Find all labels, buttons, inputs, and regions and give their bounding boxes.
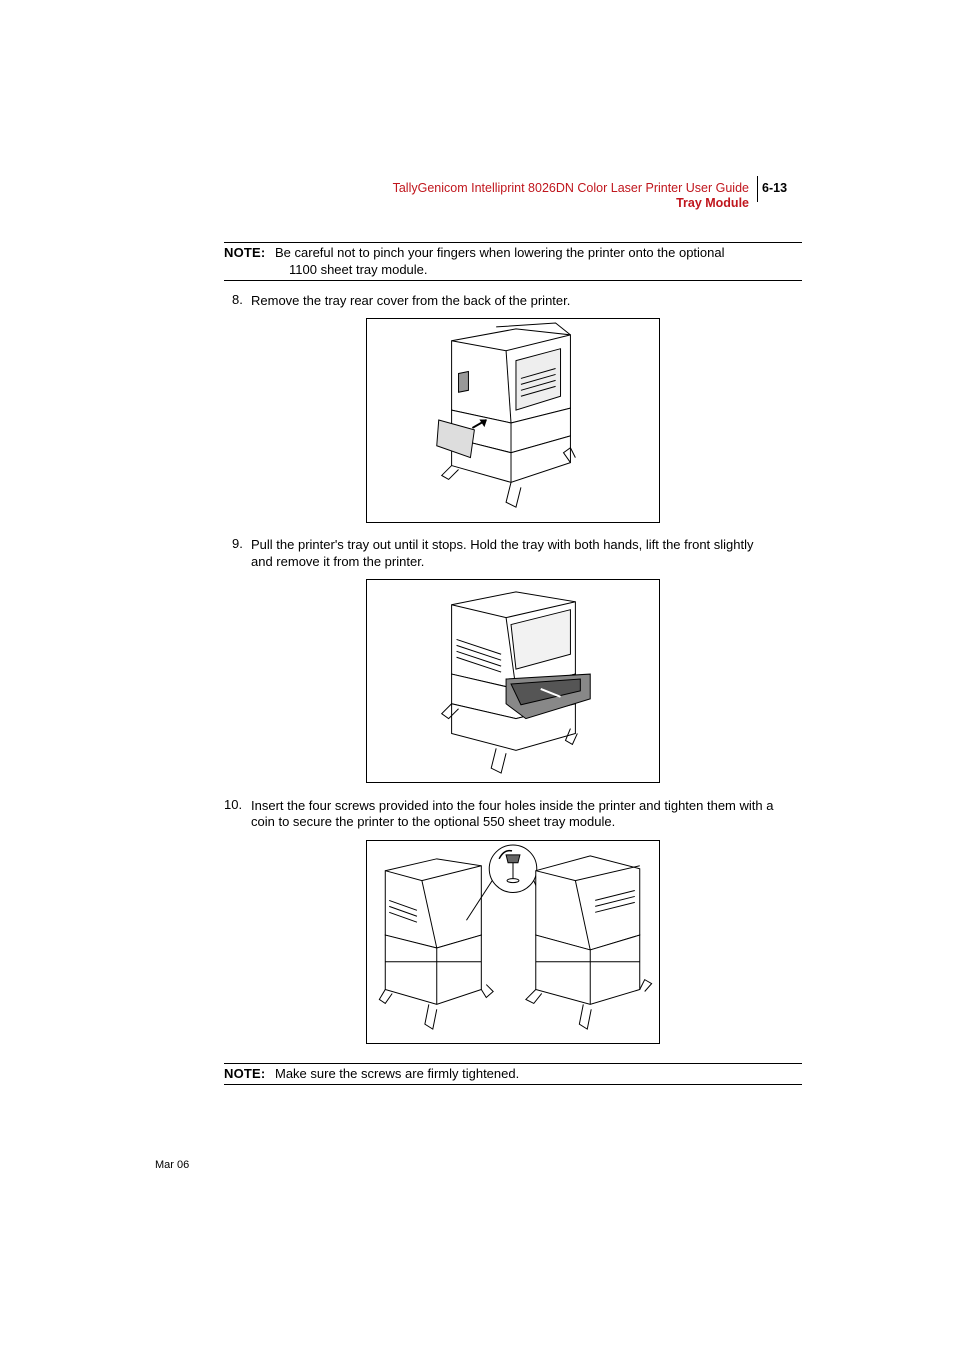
step-9-line2: and remove it from the printer.: [251, 554, 425, 569]
note-bottom-text: Make sure the screws are firmly tightened.: [275, 1066, 520, 1081]
step-10-line1: Insert the four screws provided into the four holes inside the printer and tighten them with a: [251, 798, 774, 813]
figure-remove-rear-cover: [366, 318, 660, 523]
step-9-line1: Pull the printer's tray out until it stops. Hold the tray with both hands, lift the front slightly: [251, 537, 754, 552]
step-10-line2: coin to secure the printer to the optional 550 sheet tray module.: [251, 814, 616, 829]
step-9-number: 9.: [232, 536, 243, 551]
note-top-rule: [224, 242, 802, 243]
note-top-label: NOTE:: [224, 245, 266, 260]
step-8-number: 8.: [232, 292, 243, 307]
section-title: Tray Module: [676, 196, 749, 210]
footer-date: Mar 06: [155, 1159, 190, 1171]
note-bottom-label: NOTE:: [224, 1066, 266, 1081]
step-10-number: 10.: [224, 797, 243, 812]
document-title: TallyGenicom Intelliprint 8026DN Color Laser Printer User Guide: [392, 181, 749, 195]
note-top-line1: Be careful not to pinch your fingers when lowering the printer onto the optional: [275, 245, 725, 260]
note-top-bottom-rule: [224, 280, 802, 281]
note-bottom-rule: [224, 1063, 802, 1064]
note-bottom-bottom-rule: [224, 1084, 802, 1085]
page-number: 6-13: [762, 181, 788, 195]
step-8-text: Remove the tray rear cover from the back of the printer.: [251, 293, 571, 308]
note-top-line2: 1100 sheet tray module.: [289, 262, 428, 277]
header-divider: [757, 176, 758, 202]
figure-pull-out-tray: [366, 579, 660, 783]
figure-insert-screws: [366, 840, 660, 1044]
